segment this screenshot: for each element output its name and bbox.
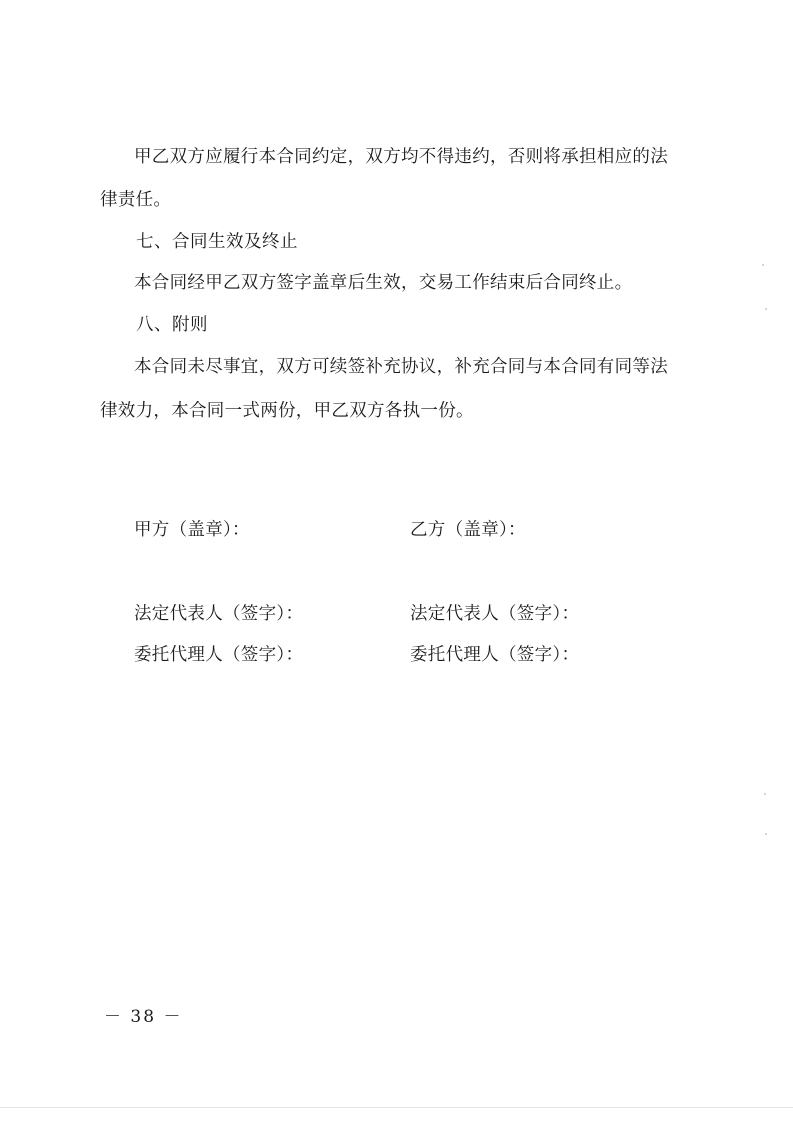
party-b-legal-rep-label: 法定代表人（签字）： bbox=[410, 604, 580, 624]
page-number: － 38 － bbox=[104, 1007, 183, 1027]
party-b-seal-label: 乙方（盖章）： bbox=[410, 520, 526, 540]
paragraph-obligations-line-1: 甲乙双方应履行本合同约定，双方均不得违约，否则将承担相应的法 bbox=[134, 147, 668, 167]
section-heading-effect-termination: 七、合同生效及终止 bbox=[136, 232, 298, 252]
paragraph-effect-termination: 本合同经甲乙双方签字盖章后生效，交易工作结束后合同终止。 bbox=[134, 273, 633, 293]
scan-speck bbox=[765, 308, 767, 310]
section-heading-supplementary: 八、附则 bbox=[136, 315, 208, 335]
party-a-agent-label: 委托代理人（签字）： bbox=[134, 645, 304, 665]
paragraph-supplementary-line-2: 律效力，本合同一式两份，甲乙双方各执一份。 bbox=[100, 401, 474, 421]
paragraph-supplementary-line-1: 本合同未尽事宜，双方可续签补充协议，补充合同与本合同有同等法 bbox=[134, 357, 668, 377]
party-a-legal-rep-label: 法定代表人（签字）： bbox=[134, 604, 304, 624]
paragraph-obligations-line-2: 律责任。 bbox=[100, 190, 172, 210]
party-b-agent-label: 委托代理人（签字）： bbox=[410, 645, 580, 665]
scan-edge-line bbox=[0, 1107, 793, 1108]
scan-speck bbox=[762, 264, 764, 266]
scan-speck bbox=[765, 833, 767, 835]
scan-speck bbox=[764, 793, 766, 795]
party-a-seal-label: 甲方（盖章）： bbox=[134, 520, 250, 540]
